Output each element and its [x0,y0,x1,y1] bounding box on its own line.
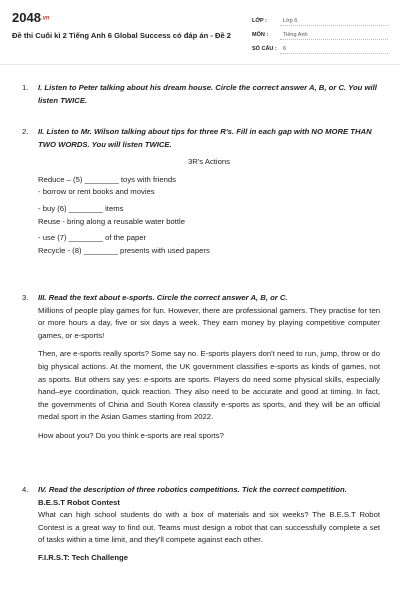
passage-paragraph: Millions of people play games for fun. However, there are professional gamers. They practise for ten or more hours a day, five or six days a week. They earn money by playing competitive computer games, or e-sports! [38,305,380,340]
question-3 [22,292,380,443]
meta-row-class [252,14,388,28]
fill-line: - buy (6) ________ items [38,203,124,213]
logo-suffix: .vn [40,15,50,22]
document-title: Đề thi Cuối kì 2 Tiếng Anh 6 Global Success có đáp án - Đề 2 [12,31,232,40]
subheading: F.I.R.S.T: Tech Challenge [38,552,128,562]
fill-line: - borrow or rent books and movies [38,187,155,197]
fill-line: Reuse - bring along a reusable water bottle [38,216,186,226]
site-logo[interactable] [12,10,50,25]
meta-row-subject [252,28,388,42]
question-number: 3. [22,293,29,302]
table-title: 3R's Actions [187,157,231,167]
question-number: 2. [22,127,29,136]
logo-text: 2048 [12,10,41,25]
question-heading: II. Listen to Mr. Wilson talking about tips for three R's. Fill in each gap with NO MORE THAN TWO WORDS. You will listen TWICE. [38,127,372,149]
meta-row-count [252,42,388,56]
meta-box [252,14,388,56]
question-2 [22,126,380,257]
meta-key: SỐ CÂU : [252,46,277,52]
question-heading: I. Listen to Peter talking about his dream house. Circle the correct answer A, B, or C. You will listen TWICE. [38,83,377,105]
meta-value: Tiếng Anh [280,31,388,40]
meta-key: LỚP : [252,18,267,24]
meta-key: MÔN : [252,32,269,38]
page-header [0,0,400,65]
passage-paragraph: What can high school students do with a box of materials and six weeks? The B.E.S.T Robot Contest is a great way to find out. Teams must design a robot that can successfully complete a set of tasks within a time limit, and they'll compete against each other. [38,510,380,545]
passage-paragraph: How about you? Do you think e-sports are real sports? [38,430,224,440]
passage-paragraph: Then, are e-sports really sports? Some say no. E-sports players don't need to run, jump, throw or do big physical actions. At the moment, the UK government classifies e-sports as kinds of games, not as sports. But others say yes: e-sports are sports. Players do need some physical skills, especially hand–eye coordination, quick reaction. They also need to be accurate and good at timing. In fact, the governments of China and South Korea classify e-sports as sports, and they will be an official medal sport in the Asian Games starting from 2022. [38,349,380,422]
question-body [38,305,380,443]
fill-line: Reduce – (5) ________ toys with friends [38,174,177,184]
fill-line: - use (7) ________ of the paper [38,233,147,243]
question-heading: III. Read the text about e-sports. Circle the correct answer A, B, or C. [38,293,288,302]
fill-line: Recycle - (8) ________ presents with used papers [38,245,210,255]
question-number: 4. [22,485,29,494]
question-4 [22,484,380,565]
meta-value: Lớp 6 [280,17,388,26]
subheading: B.E.S.T Robot Contest [38,497,120,507]
question-1 [22,82,380,107]
question-number: 1. [22,83,29,92]
question-heading: IV. Read the description of three robotics competitions. Tick the correct competition. [38,485,347,494]
meta-value: 6 [280,45,388,54]
question-body [38,156,380,257]
question-body [38,497,380,565]
